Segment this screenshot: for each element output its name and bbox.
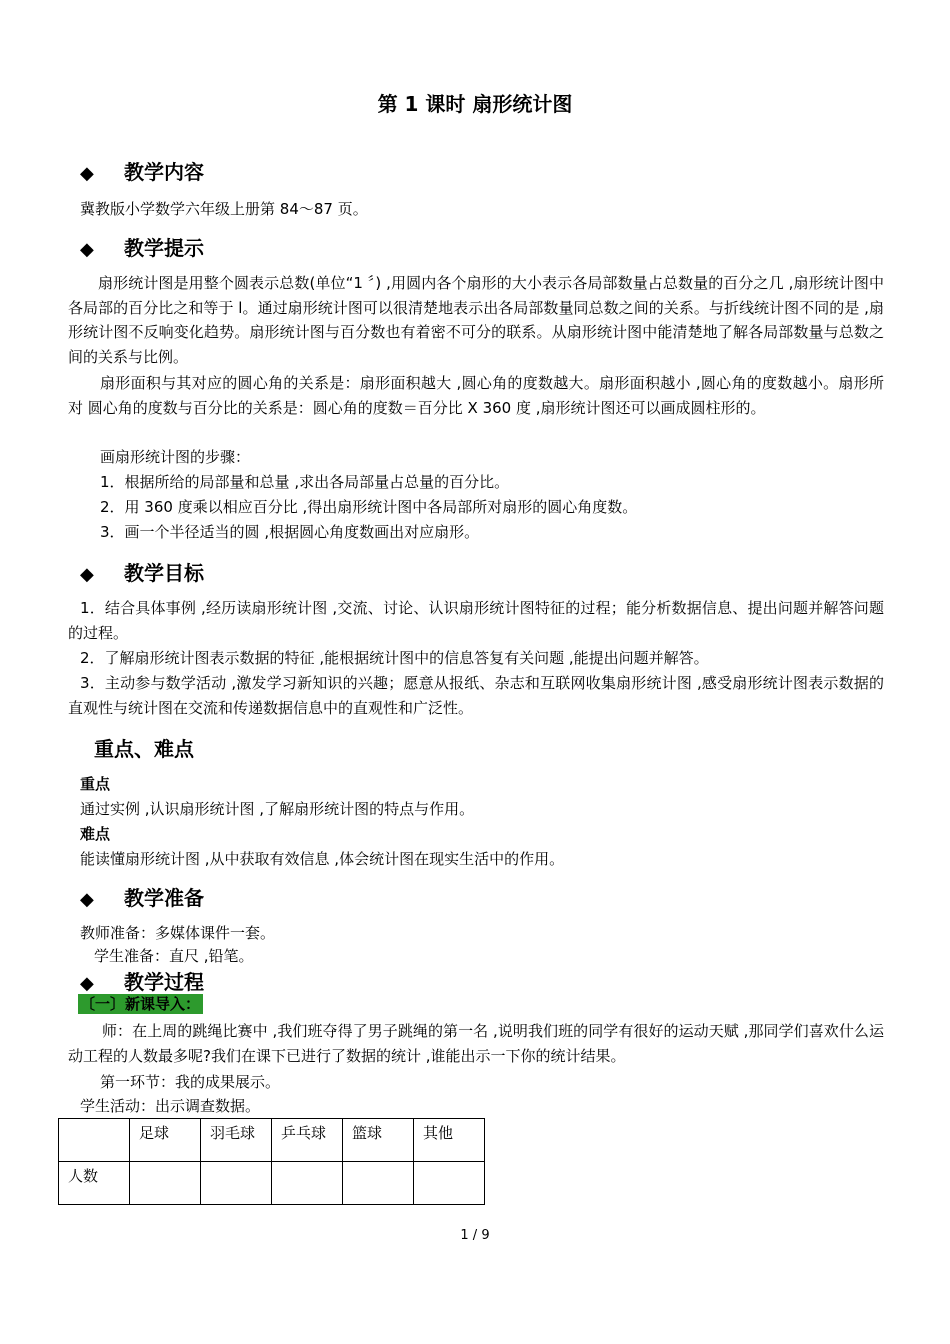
activity-text: 学生活动：出示调查数据。 xyxy=(80,1097,261,1115)
table-cell xyxy=(201,1162,272,1205)
table-cell xyxy=(414,1162,485,1205)
section-heading-keypoints: 重点、难点 xyxy=(94,737,194,761)
diamond-bullet-icon: ◆ xyxy=(80,564,94,585)
steps-title: 画扇形统计图的步骤： xyxy=(100,448,251,466)
goal-item: 1．结合具体事例 ,经历读扇形统计图 ,交流、讨论、认识扇形统计图特征的过程；能分析数据信息、提出问题并解答问题的过程。 xyxy=(68,599,884,642)
table-row-label: 人数 xyxy=(59,1162,130,1205)
student-prep: 学生准备：直尺 ,铅笔。 xyxy=(94,947,254,965)
page-title: 第 1 课时 扇形统计图 xyxy=(377,92,573,116)
section-heading-content xyxy=(80,156,204,185)
step-item: 2．用 360 度乘以相应百分比 ,得出扇形统计图中各局部所对扇形的圆心角度数。 xyxy=(100,498,638,516)
section-heading-goals xyxy=(80,557,204,586)
heading-text: 教学准备 xyxy=(124,886,204,910)
part1-label xyxy=(78,993,203,1014)
section-heading-process xyxy=(80,966,204,995)
diamond-bullet-icon: ◆ xyxy=(80,889,94,910)
heading-text: 教学内容 xyxy=(124,160,204,184)
hint-paragraph-1: 扇形统计图是用整个圆表示总数(单位“1 〞) ,用圆内各个扇形的大小表示各局部数量占总数量的百分之几 ,扇形统计图中各局部的百分比之和等于 l。通过扇形统计图可以很清楚地表示出各局部数量同总数之间的关系。与折线统计图不同的是 ,扇形统计图不反响变化趋势。扇形统计图与百分数也有着密不可分的联系。从扇形统计图中能清楚地了解各局部数量与总数之间的关系与比例。 xyxy=(68,274,884,366)
key-text: 通过实例 ,认识扇形统计图 ,了解扇形统计图的特点与作用。 xyxy=(80,800,475,818)
table-header-row xyxy=(59,1119,485,1162)
heading-text: 教学目标 xyxy=(124,561,204,585)
table-cell xyxy=(59,1119,130,1162)
table-row xyxy=(59,1162,485,1205)
difficulty-text: 能读懂扇形统计图 ,从中获取有效信息 ,体会统计图在现实生活中的作用。 xyxy=(80,850,565,868)
table-header-cell: 乒乓球 xyxy=(272,1119,343,1162)
table-header-cell: 羽毛球 xyxy=(201,1119,272,1162)
heading-text: 教学提示 xyxy=(124,236,204,260)
heading-text: 教学过程 xyxy=(124,970,204,994)
goal-item: 3．主动参与数学活动 ,激发学习新知识的兴趣；愿意从报纸、杂志和互联网收集扇形统计图 ,感受扇形统计图表示数据的直观性与统计图在交流和传递数据信息中的直观性和广泛性。 xyxy=(68,674,884,717)
diamond-bullet-icon: ◆ xyxy=(80,973,94,994)
table-cell xyxy=(130,1162,201,1205)
table-cell xyxy=(343,1162,414,1205)
diamond-bullet-icon: ◆ xyxy=(80,163,94,184)
step-item: 3．画一个半径适当的圆 ,根据圆心角度数画出对应扇形。 xyxy=(100,523,480,541)
section-heading-hint xyxy=(80,232,204,261)
table-header-cell: 足球 xyxy=(130,1119,201,1162)
table-cell xyxy=(272,1162,343,1205)
key-label: 重点 xyxy=(80,775,111,793)
step-item: 1．根据所给的局部量和总量 ,求出各局部量占总量的百分比。 xyxy=(100,473,510,491)
teacher-text: 师：在上周的跳绳比赛中 ,我们班夺得了男子跳绳的第一名 ,说明我们班的同学有很好的运动天赋 ,那同学们喜欢什么运动工程的人数最多呢?我们在课下已进行了数据的统计 ,谁能出示一下你的统计结果。 xyxy=(68,1022,884,1065)
goal-item: 2．了解扇形统计图表示数据的特征 ,能根据统计图中的信息答复有关问题 ,能提出问题并解答。 xyxy=(80,649,709,667)
survey-table xyxy=(58,1118,485,1205)
table-header-cell: 其他 xyxy=(414,1119,485,1162)
table-header-cell: 篮球 xyxy=(343,1119,414,1162)
part1-highlight: 〔一〕新课导入： xyxy=(78,994,203,1014)
diamond-bullet-icon: ◆ xyxy=(80,239,94,260)
teacher-prep: 教师准备：多媒体课件一套。 xyxy=(80,924,276,942)
page-number: 1 / 9 xyxy=(460,1228,490,1243)
difficulty-label: 难点 xyxy=(80,825,111,843)
hint-paragraph-2: 扇形面积与其对应的圆心角的关系是：扇形面积越大 ,圆心角的度数越大。扇形面积越小 ,圆心角的度数越小。扇形所对 圆心角的度数与百分比的关系是：圆心角的度数＝百分比 X 360 度 ,扇形统计图还可以画成圆柱形的。 xyxy=(68,374,884,417)
section-heading-prep xyxy=(80,882,204,911)
content-text: 冀教版小学数学六年级上册第 84～87 页。 xyxy=(80,200,368,218)
step1-text: 第一环节：我的成果展示。 xyxy=(100,1073,281,1091)
